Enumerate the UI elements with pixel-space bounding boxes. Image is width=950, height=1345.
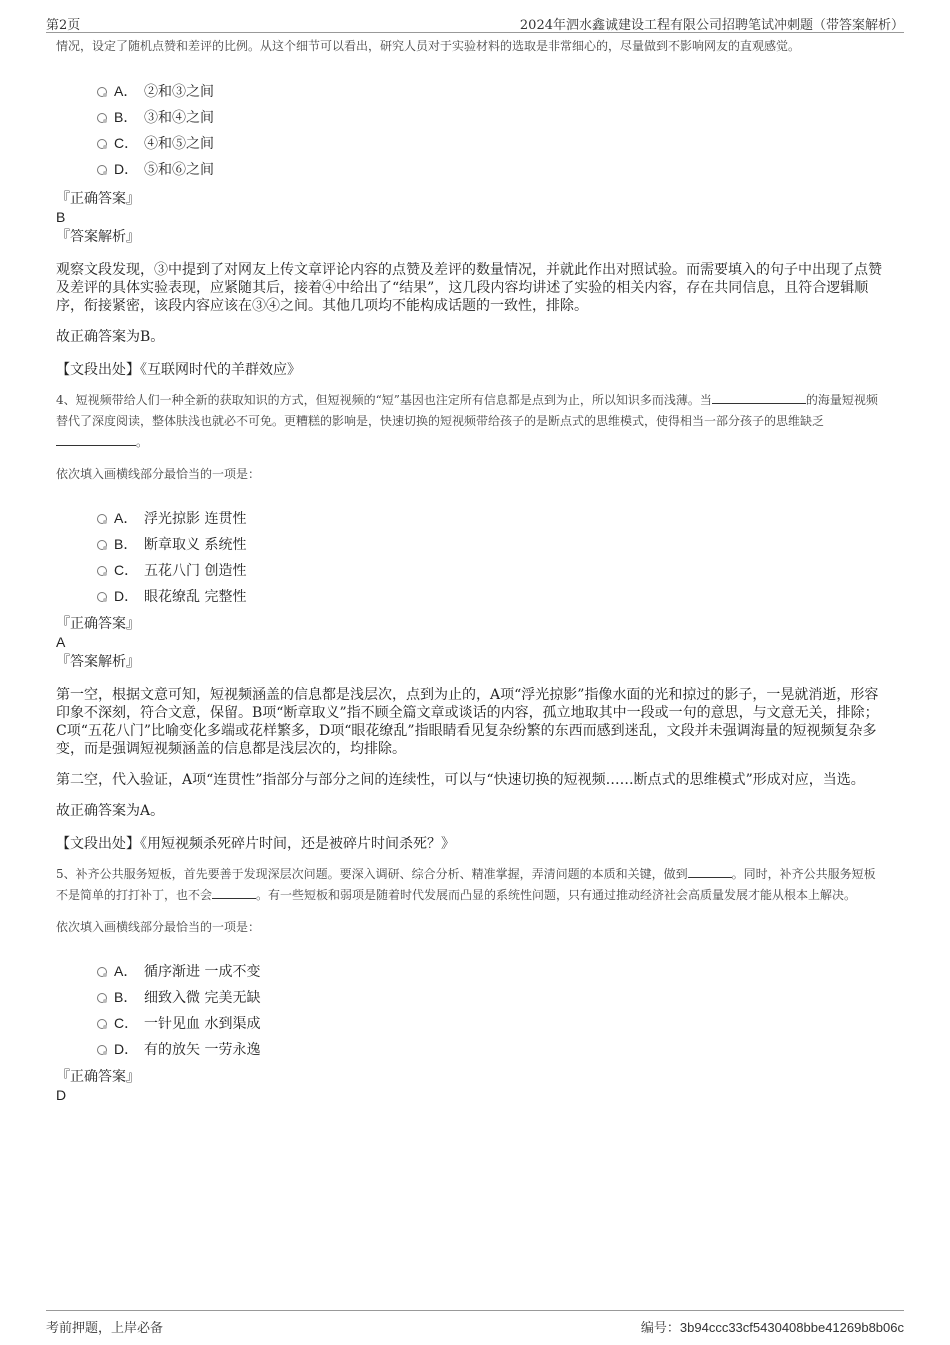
- q4-analysis-2: 第二空，代入验证，A项“连贯性”指部分与部分之间的连续性，可以与“快速切换的短视频……断点式的思维模式”形成对应，当选。: [56, 772, 865, 788]
- q4-options: [56, 505, 884, 609]
- q5-option-c[interactable]: C． 一针见血 水到渠成: [56, 1010, 884, 1036]
- radio-icon[interactable]: [97, 87, 107, 97]
- q4-option-a[interactable]: A． 浮光掠影 连贯性: [56, 505, 884, 531]
- q3-option-b[interactable]: B． ③和④之间: [56, 104, 884, 130]
- radio-icon[interactable]: [97, 566, 107, 576]
- radio-icon[interactable]: [97, 1045, 107, 1055]
- radio-icon[interactable]: [97, 993, 107, 1003]
- q4-analysis-label: 『答案解析』: [56, 654, 140, 670]
- radio-icon[interactable]: [97, 165, 107, 175]
- q5-option-a[interactable]: A． 循序渐进 一成不变: [56, 958, 884, 984]
- radio-icon[interactable]: [97, 113, 107, 123]
- q5-options: [56, 958, 884, 1062]
- q3-option-d[interactable]: D． ⑤和⑥之间: [56, 156, 884, 182]
- q3-source: 【文段出处】《互联网时代的羊群效应》: [56, 362, 301, 378]
- q5-option-d[interactable]: D． 有的放矢 一劳永逸: [56, 1036, 884, 1062]
- footer-slogan: 考前押题，上岸必备: [46, 1321, 164, 1336]
- q4-answer: A: [56, 634, 66, 650]
- radio-icon[interactable]: [97, 514, 107, 524]
- radio-icon[interactable]: [97, 967, 107, 977]
- q5-stem: 5、补齐公共服务短板，首先要善于发现深层次问题。要深入调研、综合分析、精准掌握，弄清问题的本质和关键，做到 。同时，补齐公共服务短板不是简单的打打补丁，也不会 。有一些短板和弱项是随着时代发展而凸显的系统性问题，只有通过推动经济社会高质量发展才能从根本上解决。: [56, 867, 876, 902]
- page-footer: [46, 1310, 904, 1335]
- q4-option-b[interactable]: B． 断章取义 系统性: [56, 531, 884, 557]
- q4-source: 【文段出处】《用短视频杀死碎片时间，还是被碎片时间杀死？》: [56, 836, 455, 852]
- q4-analysis-1: 第一空，根据文意可知，短视频涵盖的信息都是浅层次，点到为止的，A项“浮光掠影”指像水面的光和掠过的影子，一晃就消逝，形容印象不深刻，符合文意，保留。B项“断章取义”指不顾全篇文章或谈话的内容，孤立地取其中一段或一句的意思，与文意无关，排除；C项“五花八门”比喻变化多端或花样繁多，D项“眼花缭乱”指眼睛看见复杂纷繁的东西而感到迷乱，文段并未强调海量的短视频复杂多变，而是强调短视频涵盖的信息都是浅层次的，均排除。: [56, 687, 879, 757]
- q3-answer: B: [56, 209, 66, 225]
- q3-option-c[interactable]: C． ④和⑤之间: [56, 130, 884, 156]
- radio-icon[interactable]: [97, 1019, 107, 1029]
- q3-analysis-label: 『答案解析』: [56, 229, 140, 245]
- blank-line: [212, 886, 256, 899]
- page-number: 第2页: [46, 18, 81, 33]
- q3-analysis: 观察文段发现，③中提到了对网友上传文章评论内容的点赞及差评的数量情况，并就此作出对照试验。而需要填入的句子中出现了点赞及差评的具体实验表现，应紧随其后，接着④中给出了“结果”，这几段内容均讲述了实验的相关内容，存在共同信息，且符合逻辑顺序，衔接紧密，该段内容应该在③④之间。其他几项均不能构成话题的一致性，排除。: [56, 262, 882, 314]
- q4-option-c[interactable]: C． 五花八门 创造性: [56, 557, 884, 583]
- document-code: 编号：3b94ccc33cf5430408bbe41269b8b06c: [640, 1320, 904, 1336]
- radio-icon[interactable]: [97, 592, 107, 602]
- q3-conclusion: 故正确答案为B。: [56, 329, 165, 345]
- q3-options: [56, 78, 884, 182]
- intro-text: 情况，设定了随机点赞和差评的比例。从这个细节可以看出，研究人员对于实验材料的选取是非常细心的，尽量做到不影响网友的直观感觉。: [56, 39, 801, 53]
- q4-prompt: 依次填入画横线部分最恰当的一项是：: [56, 467, 261, 481]
- blank-line: [688, 865, 732, 878]
- q4-conclusion: 故正确答案为A。: [56, 803, 165, 819]
- q3-option-a[interactable]: A． ②和③之间: [56, 78, 884, 104]
- page-content: [56, 36, 884, 1104]
- page-header: [46, 10, 904, 33]
- blank-line: [56, 433, 136, 446]
- radio-icon[interactable]: [97, 139, 107, 149]
- q5-option-b[interactable]: B． 细致入微 完美无缺: [56, 984, 884, 1010]
- document-title: 2024年泗水鑫诚建设工程有限公司招聘笔试冲刺题（带答案解析）: [519, 18, 904, 33]
- q4-option-d[interactable]: D． 眼花缭乱 完整性: [56, 583, 884, 609]
- blank-line: [712, 391, 806, 404]
- radio-icon[interactable]: [97, 540, 107, 550]
- q3-answer-label: 『正确答案』: [56, 191, 140, 207]
- q4-stem: 4、短视频带给人们一种全新的获取知识的方式，但短视频的“短”基因也注定所有信息都是点到为止，所以知识多而浅薄。当 的海量短视频替代了深度阅读，整体肤浅也就必不可免。更糟糕的影响是，快速切换的短视频带给孩子的是断点式的思维模式，使得相当一部分孩子的思维缺乏。: [56, 393, 878, 449]
- q4-answer-label: 『正确答案』: [56, 616, 140, 632]
- q5-answer: D: [56, 1087, 67, 1103]
- q5-prompt: 依次填入画横线部分最恰当的一项是：: [56, 920, 261, 934]
- q5-answer-label: 『正确答案』: [56, 1069, 140, 1085]
